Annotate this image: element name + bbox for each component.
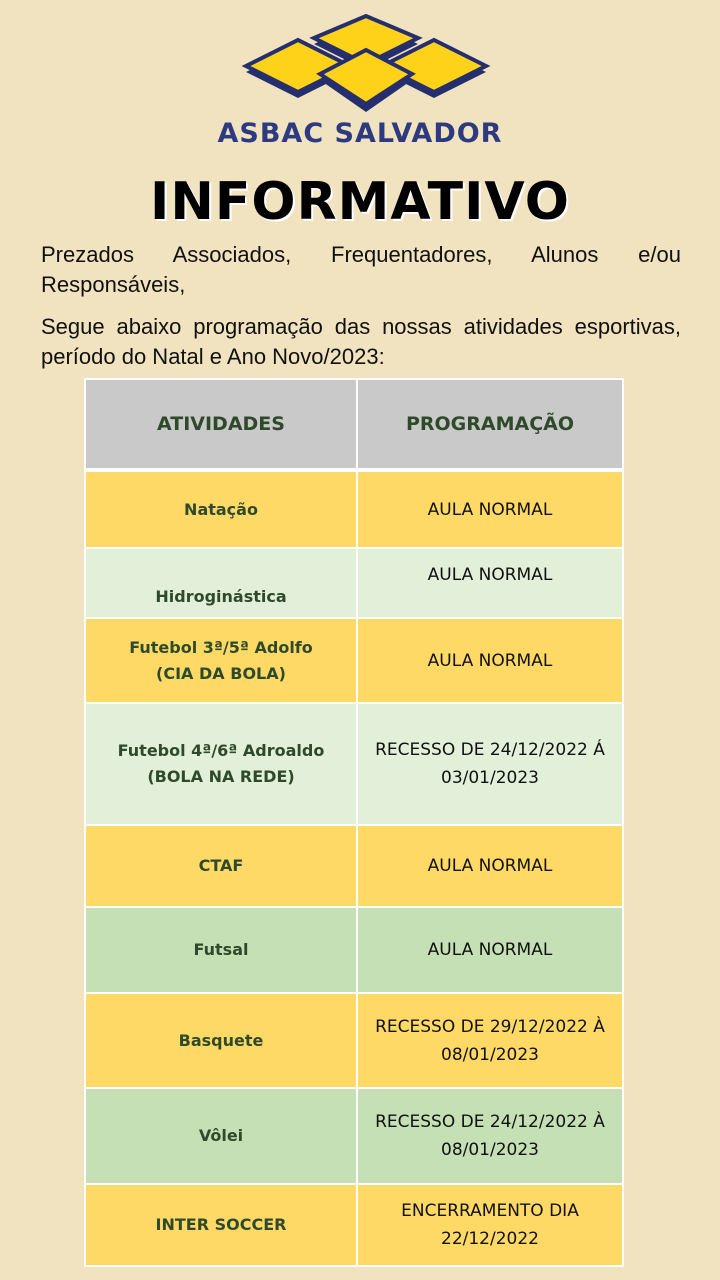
schedule-line: AULA NORMAL (427, 856, 553, 876)
header-schedule: PROGRAMAÇÃO (357, 379, 623, 470)
activity-line: Hidroginástica (155, 587, 287, 606)
schedule-line: AULA NORMAL (427, 565, 553, 585)
activity-cell (85, 907, 357, 993)
activity-line: (CIA DA BOLA) (156, 663, 286, 683)
schedule-cell (357, 907, 623, 993)
table-row (85, 907, 623, 993)
schedule-line: AULA NORMAL (427, 650, 553, 671)
schedule-cell (357, 470, 623, 548)
table-header-row (85, 379, 623, 470)
schedule-line: 03/01/2023 (441, 768, 539, 788)
schedule-line: ENCERRAMENTO DIA (401, 1201, 579, 1221)
activity-line: Futsal (193, 940, 249, 959)
table-row (85, 993, 623, 1088)
activity-line: INTER SOCCER (155, 1215, 287, 1234)
schedule-cell (357, 1088, 623, 1184)
asbac-diamond-logo-icon (236, 14, 496, 124)
activity-line: (BOLA NA REDE) (147, 767, 295, 786)
table-row (85, 1088, 623, 1184)
logo-name: ASBAC SALVADOR (217, 118, 503, 149)
activity-cell (85, 548, 357, 618)
activity-cell (85, 618, 357, 703)
greeting-paragraph: Prezados Associados, Frequentadores, Alunos e/ou Responsáveis, (41, 242, 681, 297)
activity-line: Vôlei (198, 1126, 244, 1145)
activity-cell (85, 1184, 357, 1266)
schedule-line: 22/12/2022 (441, 1229, 539, 1249)
schedule-cell (357, 825, 623, 907)
activity-line: Natação (184, 499, 258, 519)
activity-line: Futebol 4ª/6ª Adroaldo (117, 741, 325, 760)
schedule-cell (357, 1184, 623, 1266)
schedule-line: RECESSO DE 24/12/2022 À (375, 1112, 605, 1132)
table-row (85, 825, 623, 907)
schedule-cell (357, 618, 623, 703)
activity-line: Basquete (178, 1030, 264, 1050)
page-title: INFORMATIVO (150, 172, 570, 232)
schedule-line: AULA NORMAL (427, 499, 553, 520)
activity-cell (85, 470, 357, 548)
schedule-line: AULA NORMAL (427, 940, 553, 960)
schedule-line: 08/01/2023 (441, 1044, 539, 1065)
schedule-line: 08/01/2023 (441, 1140, 539, 1160)
intro-paragraph: Segue abaixo programação das nossas atividades esportivas, período do Natal e Ano Novo/2023: (41, 314, 681, 369)
activity-cell (85, 1088, 357, 1184)
schedule-cell (357, 993, 623, 1088)
schedule-cell (357, 548, 623, 618)
activity-cell (85, 825, 357, 907)
header-activities: ATIVIDADES (85, 379, 357, 470)
activity-line: CTAF (198, 856, 244, 875)
activity-cell (85, 703, 357, 825)
table-row (85, 548, 623, 618)
table-row (85, 470, 623, 548)
activity-cell (85, 993, 357, 1088)
table-row (85, 618, 623, 703)
schedule-line: RECESSO DE 29/12/2022 À (375, 1016, 605, 1037)
schedule-cell (357, 703, 623, 825)
schedule-line: RECESSO DE 24/12/2022 Á (375, 740, 605, 760)
table-row (85, 703, 623, 825)
schedule-table (84, 378, 624, 1267)
activity-line: Futebol 3ª/5ª Adolfo (129, 637, 313, 657)
logo (0, 0, 720, 160)
table-row (85, 1184, 623, 1266)
